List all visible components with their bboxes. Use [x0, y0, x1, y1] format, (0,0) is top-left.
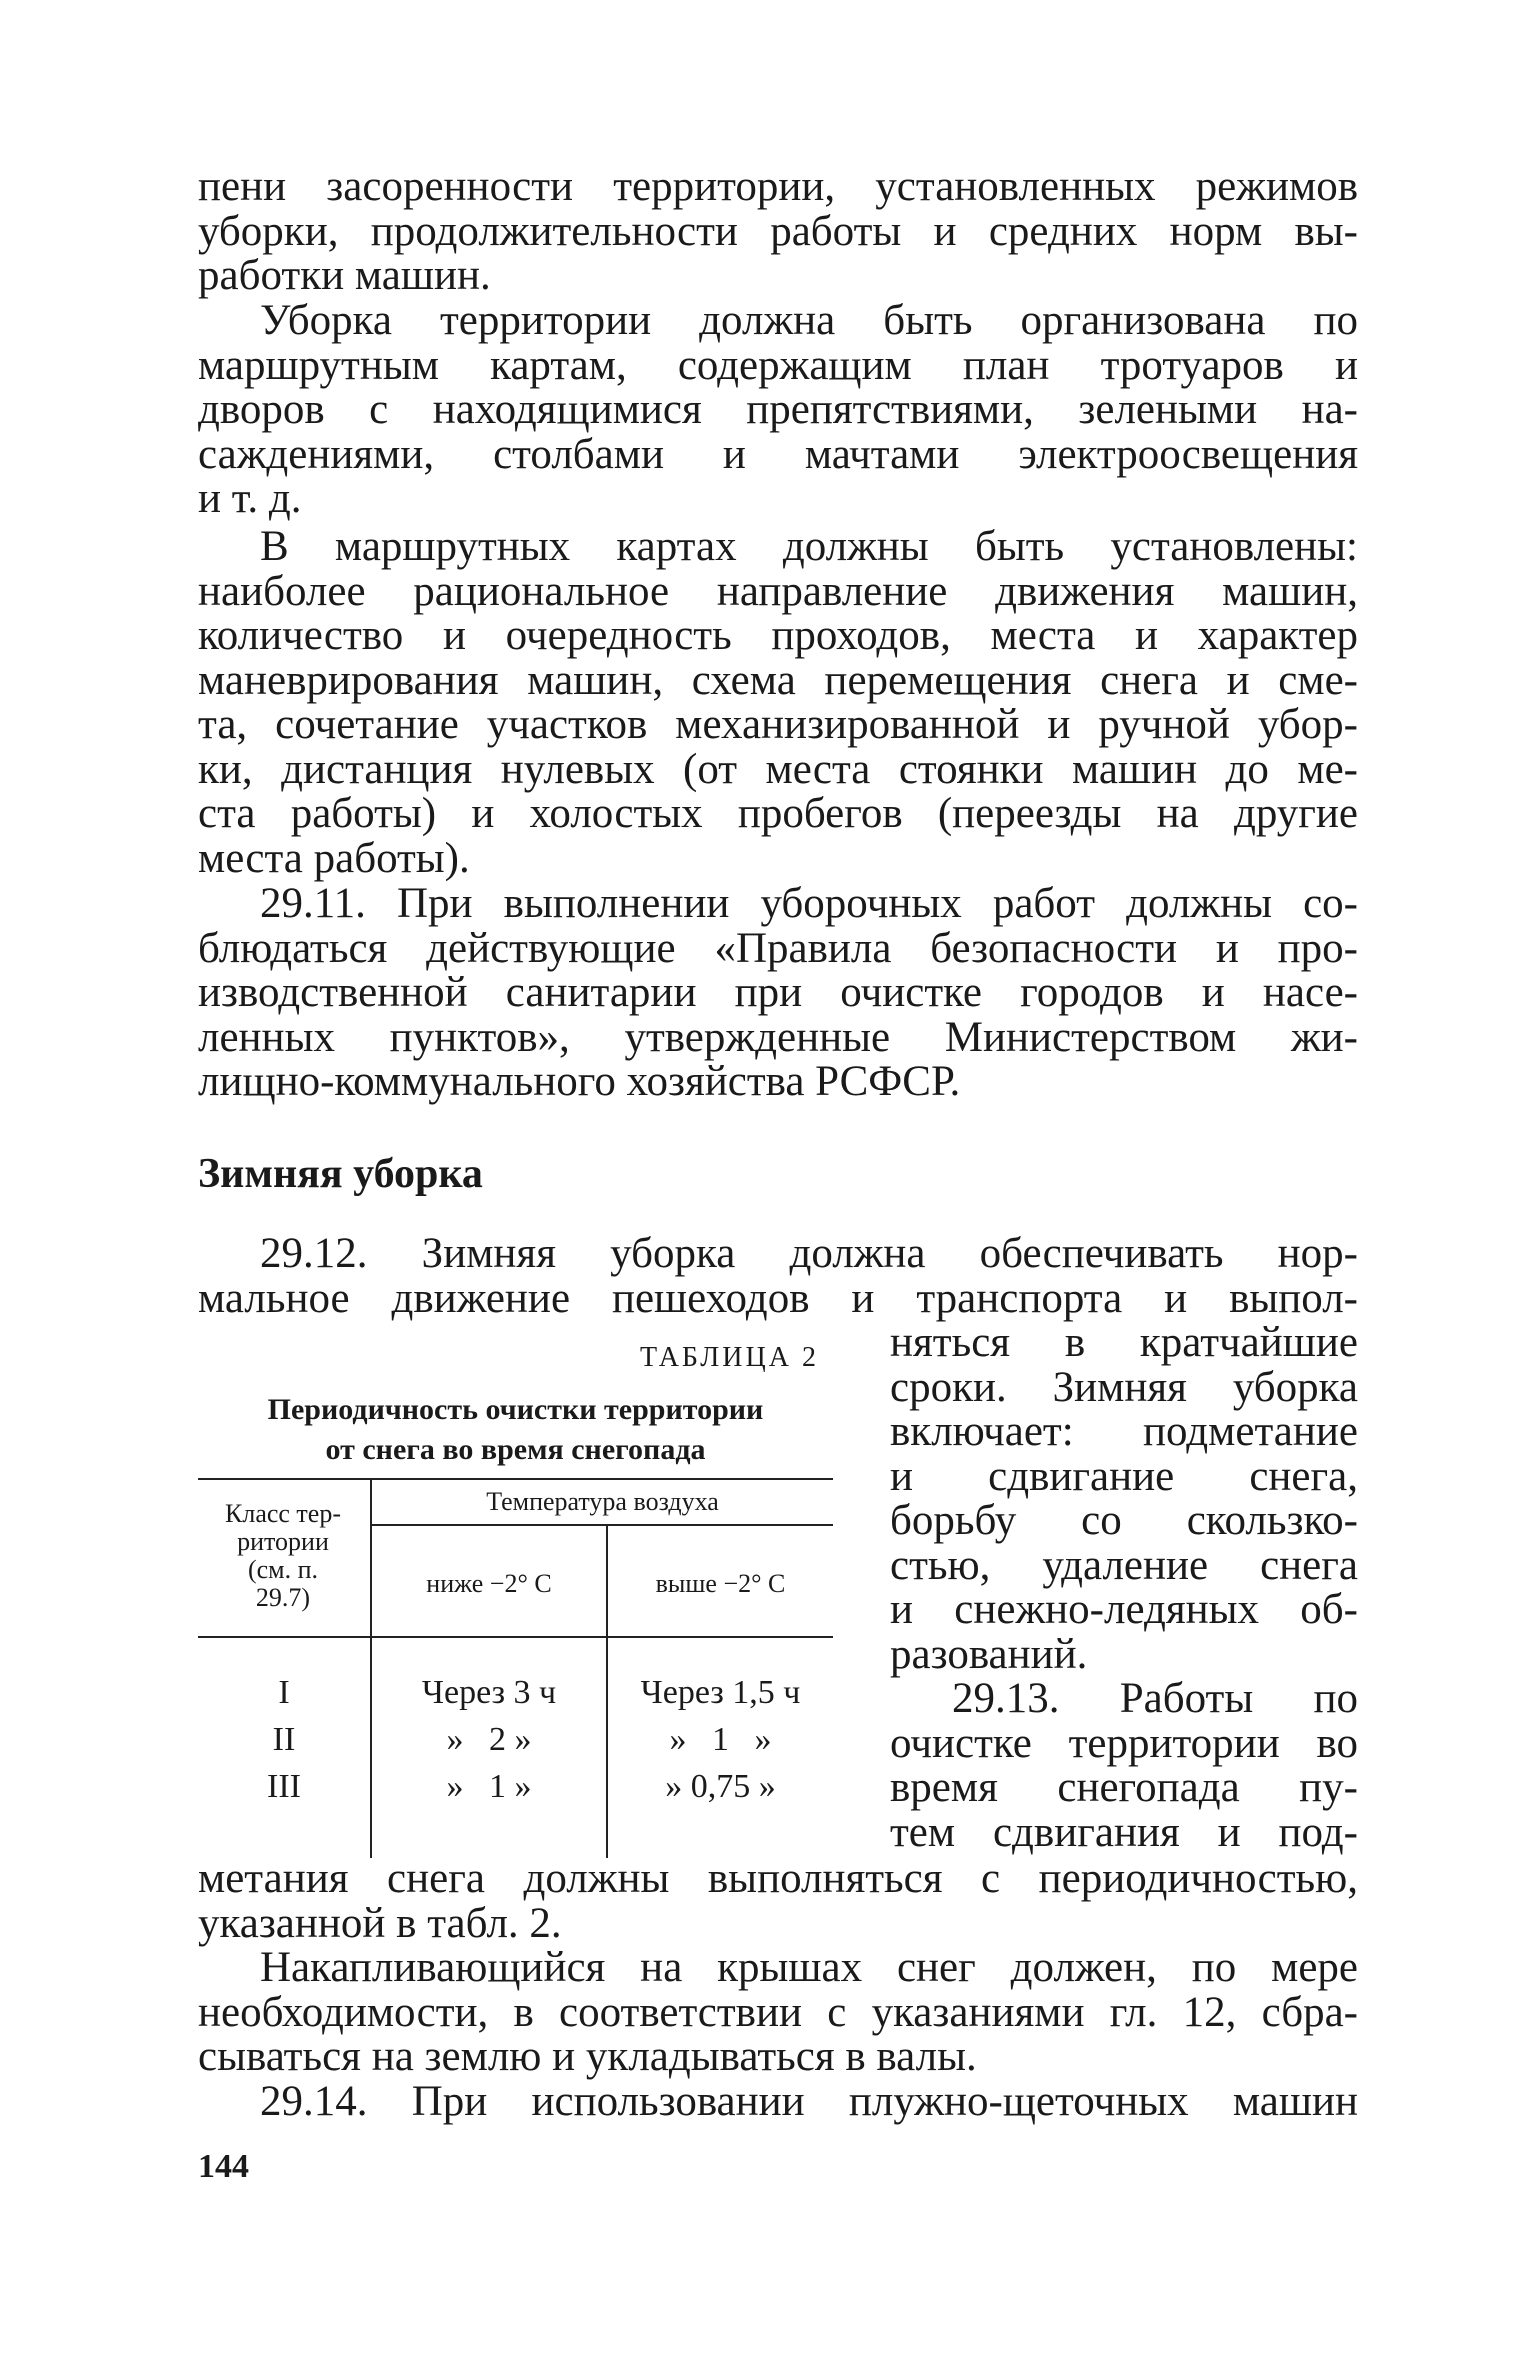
paragraph-7 — [198, 1946, 1358, 2080]
row-above: Через 1,5 ч — [640, 1674, 801, 1711]
text-line: разований. — [890, 1630, 1088, 1678]
text-line: маневрирования машин, схема перемещения снега и сме- — [198, 656, 1358, 704]
text-line: Уборка территории должна быть организована по — [260, 297, 1358, 344]
text-line: очистке территории во — [890, 1719, 1358, 1767]
table-rule — [370, 1524, 833, 1526]
text-line: борьбу со скользко- — [890, 1497, 1358, 1544]
text-line: сроки. Зимняя уборка — [890, 1363, 1358, 1411]
text-line: ки, дистанция нулевых (от места стоянки машин до ме- — [198, 745, 1358, 793]
table-caption: ТАБЛИЦА 2 — [640, 1342, 819, 1373]
text-line: и т. д. — [198, 475, 302, 522]
paragraph-4 — [198, 882, 1358, 1105]
row-below: Через 3 ч — [421, 1674, 557, 1711]
text-line: ста работы) и холостых пробегов (переезды на другие — [198, 790, 1358, 837]
row-class: I — [278, 1674, 290, 1711]
text-line: ленных пунктов», утвержденные Министерством жи- — [198, 1013, 1358, 1061]
text-line: 29.12. Зимняя уборка должна обеспечивать нор- — [260, 1230, 1358, 1277]
header-class-line: Класс тер- — [225, 1499, 341, 1528]
row-above: » 1 » — [669, 1721, 772, 1758]
paragraph-3 — [198, 525, 1358, 881]
row-class: III — [267, 1768, 301, 1805]
text-line: стью, удаление снега — [890, 1541, 1358, 1589]
table-rule — [198, 1478, 833, 1480]
header-temperature: Температура воздуха — [486, 1487, 719, 1516]
text-line: та, сочетание участков механизированной и ручной убор- — [198, 701, 1358, 748]
text-line: саждениями, столбами и мачтами электроосвещения — [198, 430, 1358, 478]
row-below: » 1 » — [446, 1768, 532, 1805]
row-class: II — [272, 1721, 296, 1758]
text-line: Накапливающийся на крышах снег должен, по мере — [260, 1944, 1358, 1991]
text-line: лищно-коммунального хозяйства РСФСР. — [198, 1058, 961, 1105]
header-class — [198, 1500, 368, 1612]
table-title-line: Периодичность очистки территории — [267, 1393, 764, 1426]
text-line: работки машин. — [198, 252, 491, 299]
periodicity-table — [198, 1478, 833, 1858]
text-line: и сдвигание снега, — [890, 1452, 1358, 1500]
text-line: указанной в табл. 2. — [198, 1899, 562, 1947]
text-line: маршрутным картам, содержащим план тротуаров и — [198, 341, 1358, 389]
text-line: 29.11. При выполнении уборочных работ должны со- — [260, 880, 1358, 927]
header-class-line: 29.7) — [255, 1583, 311, 1612]
row-below: » 2 » — [446, 1721, 532, 1758]
text-line: дворов с находящимися препятствиями, зелеными на- — [198, 386, 1358, 433]
header-class-line: ритории — [237, 1527, 329, 1556]
text-line: уборки, продолжительности работы и средних норм вы- — [198, 207, 1358, 255]
paragraph-6-continuation — [198, 1857, 1358, 1946]
text-line: включает: подметание — [890, 1408, 1358, 1455]
text-line: изводственной санитарии при очистке городов и насе- — [198, 969, 1358, 1016]
text-line: время снегопада пу- — [890, 1764, 1358, 1811]
row-above: » 0,75 » — [665, 1768, 776, 1805]
paragraph-8 — [198, 2080, 1358, 2125]
table-title-line: от снега во время снегопада — [325, 1433, 706, 1466]
paragraph-2 — [198, 299, 1358, 522]
text-line: няться в кратчайшие — [890, 1319, 1358, 1366]
text-line: необходимости, в соответствии с указаниями гл. 12, сбра- — [198, 1988, 1358, 2036]
header-below: ниже −2° С — [426, 1569, 552, 1598]
text-line: сываться на землю и укладываться в валы. — [198, 2033, 977, 2080]
right-column-text — [890, 1321, 1358, 1855]
section-heading: Зимняя уборка — [198, 1151, 483, 1197]
text-line: 29.14. При использовании плужно-щеточных машин — [260, 2078, 1358, 2125]
text-line: мальное движение пешеходов и транспорта и выпол- — [198, 1274, 1358, 1322]
text-line: места работы). — [198, 834, 470, 882]
table-rule — [198, 1636, 833, 1638]
header-class-line: (см. п. — [247, 1555, 319, 1584]
header-above: выше −2° С — [655, 1569, 786, 1598]
text-line: пени засоренности территории, установленных режимов — [198, 163, 1358, 210]
paragraph-1 — [198, 165, 1358, 299]
text-line: тем сдвигания и под- — [890, 1808, 1358, 1856]
text-line: метания снега должны выполняться с периодичностью, — [198, 1855, 1358, 1902]
table-title — [198, 1390, 833, 1470]
text-line: блюдаться действующие «Правила безопасности и про- — [198, 924, 1358, 972]
text-line: наиболее рациональное направление движения машин, — [198, 567, 1358, 615]
text-line: количество и очередность проходов, места и характер — [198, 612, 1358, 659]
text-line: 29.13. Работы по — [952, 1675, 1358, 1722]
text-line: В маршрутных картах должны быть установлены: — [260, 523, 1358, 570]
page-number: 144 — [198, 2148, 249, 2185]
paragraph-5 — [198, 1232, 1358, 1321]
text-line: и снежно-ледяных об- — [890, 1586, 1358, 1633]
